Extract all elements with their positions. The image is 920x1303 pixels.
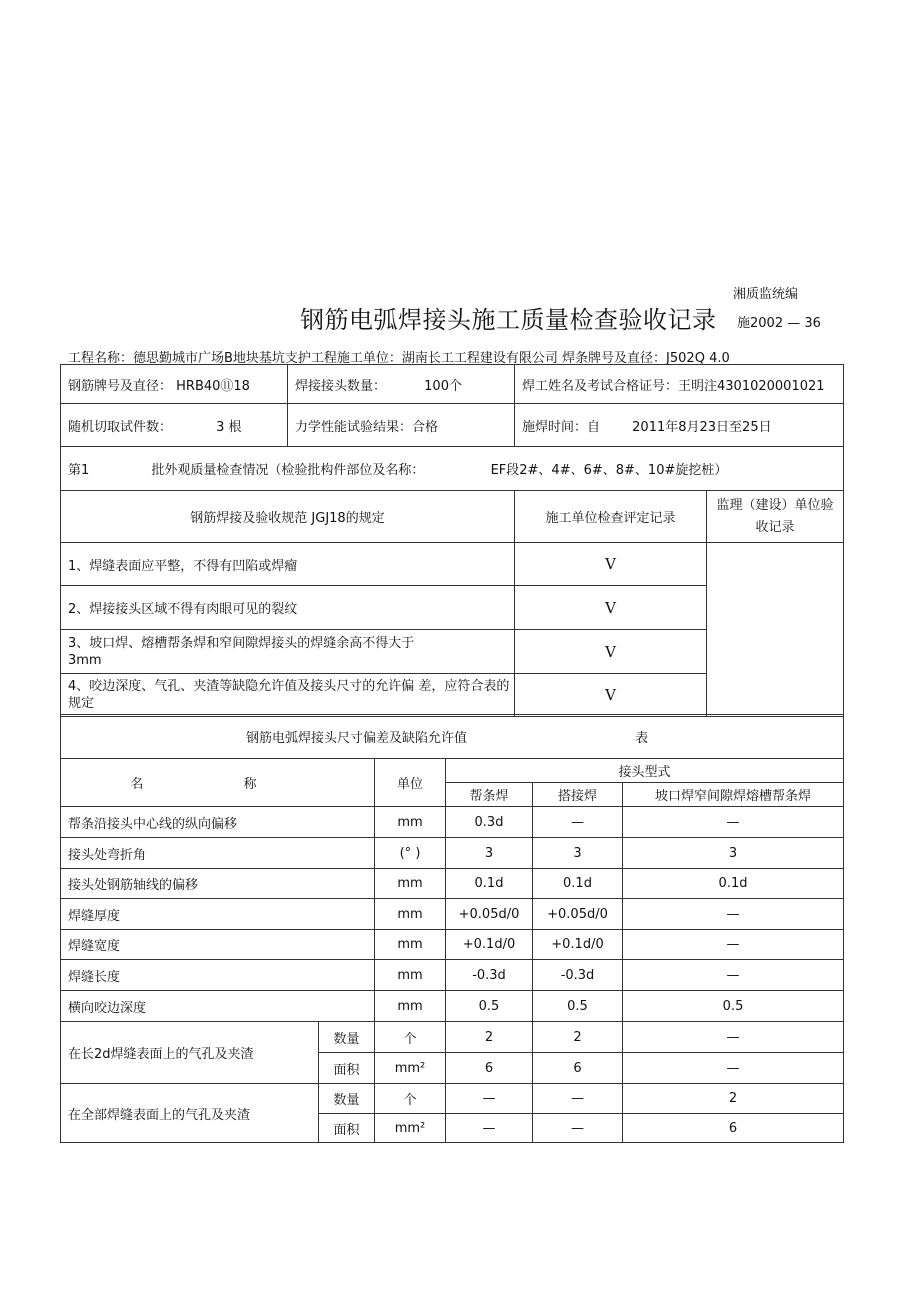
name-header: 名 称	[61, 759, 375, 807]
rebar-grade-cell: 钢筋牌号及直径： HRB40⑪18	[61, 365, 288, 404]
spec-header: 钢筋焊接及验收规范 JGJ18的规定	[61, 491, 515, 543]
row-strap: -0.3d	[446, 960, 533, 991]
row-groove: 0.5	[623, 991, 844, 1022]
row-strap: —	[446, 1114, 533, 1143]
table-row	[61, 807, 844, 838]
joint-count-cell	[288, 365, 515, 404]
samples-label: 随机切取试件数：	[68, 419, 173, 435]
supervisor-record-cell	[707, 543, 844, 717]
appearance-item-mark: V	[515, 586, 707, 630]
table-row	[61, 1022, 844, 1053]
welder-cell: 焊工姓名及考试合格证号：王明注4301020001021	[515, 365, 844, 404]
row-lap: —	[533, 1084, 623, 1114]
row-strap: 2	[446, 1022, 533, 1053]
row-strap: —	[446, 1084, 533, 1114]
form-code: 施2002 — 36	[737, 316, 821, 331]
row-unit: mm	[375, 899, 446, 930]
row-lap: 0.5	[533, 991, 623, 1022]
row-groove: 2	[623, 1084, 844, 1114]
row-strap: 3	[446, 838, 533, 869]
samples-value: 3 根	[216, 419, 242, 435]
group-name: 在全部焊缝表面上的气孔及夹渣	[61, 1084, 319, 1143]
row-strap: 6	[446, 1053, 533, 1084]
row-lap: —	[533, 1114, 623, 1143]
table-row	[61, 899, 844, 930]
row-lap: +0.1d/0	[533, 930, 623, 960]
row-lap: 2	[533, 1022, 623, 1053]
batch-label: 批外观质量检查情况（检验批构件部位及名称：	[151, 463, 425, 478]
row-groove: —	[623, 960, 844, 991]
tolerance-title: 钢筋电弧焊接头尺寸偏差及缺陷允许值	[246, 731, 468, 746]
row-unit: mm	[375, 807, 446, 838]
table-row	[61, 960, 844, 991]
joint-count-value: 100个	[424, 378, 462, 394]
organization-label: 湘质监统编	[733, 287, 799, 302]
row-name: 横向咬边深度	[61, 991, 375, 1022]
batch-prefix: 第1	[68, 463, 90, 478]
tolerance-table	[60, 714, 844, 1143]
joint-count-label: 焊接接头数量：	[295, 378, 387, 394]
row-groove: —	[623, 1022, 844, 1053]
sub-label: 数量	[319, 1084, 375, 1114]
tolerance-title-row	[61, 715, 844, 759]
lap-weld-header: 搭接焊	[533, 783, 623, 807]
tolerance-header-row	[61, 759, 844, 783]
table-row	[61, 991, 844, 1022]
weld-time-label: 施焊时间：自	[522, 419, 601, 435]
table-row	[61, 930, 844, 960]
row-lap: -0.3d	[533, 960, 623, 991]
appearance-item	[61, 543, 844, 586]
appearance-item-mark: V	[515, 543, 707, 586]
row-groove: —	[623, 899, 844, 930]
row-name: 焊缝宽度	[61, 930, 375, 960]
samples-cell	[61, 404, 288, 447]
row-lap: —	[533, 807, 623, 838]
group-name: 在长2d焊缝表面上的气孔及夹渣	[61, 1022, 319, 1084]
row-unit: mm	[375, 991, 446, 1022]
row-unit: mm²	[375, 1114, 446, 1143]
row-groove: 0.1d	[623, 869, 844, 899]
row-lap: +0.05d/0	[533, 899, 623, 930]
row-groove: 3	[623, 838, 844, 869]
row-name: 接头处弯折角	[61, 838, 375, 869]
row-strap: 0.3d	[446, 807, 533, 838]
joint-type-header: 接头型式	[446, 759, 844, 783]
row-groove: —	[623, 1053, 844, 1084]
row-groove: 6	[623, 1114, 844, 1143]
row-strap: 0.1d	[446, 869, 533, 899]
row-name: 接头处钢筋轴线的偏移	[61, 869, 375, 899]
tolerance-title-suffix: 表	[635, 731, 649, 746]
row-strap: +0.05d/0	[446, 899, 533, 930]
appearance-item-text: 4、咬边深度、气孔、夹渣等缺隐允许值及接头尺寸的允许偏 差，应符合表的规定	[61, 674, 515, 717]
row-unit: (° )	[375, 838, 446, 869]
sub-label: 数量	[319, 1022, 375, 1053]
row-lap: 0.1d	[533, 869, 623, 899]
table-row	[61, 1084, 844, 1114]
row-groove: —	[623, 807, 844, 838]
table-row	[61, 838, 844, 869]
row-name: 帮条沿接头中心线的纵向偏移	[61, 807, 375, 838]
row-unit: 个	[375, 1084, 446, 1114]
supervisor-header: 监理（建设）单位验收记录	[707, 491, 844, 543]
row-unit: mm²	[375, 1053, 446, 1084]
appearance-item-mark: V	[515, 674, 707, 717]
row-unit: mm	[375, 930, 446, 960]
inspection-table	[60, 364, 844, 717]
row-name: 焊缝厚度	[61, 899, 375, 930]
row-lap: 6	[533, 1053, 623, 1084]
appearance-header-row	[61, 491, 844, 543]
page-title: 钢筋电弧焊接头施工质量检查验收记录	[300, 306, 717, 334]
row-name: 焊缝长度	[61, 960, 375, 991]
row-lap: 3	[533, 838, 623, 869]
mech-result-cell: 力学性能试验结果：合格	[288, 404, 515, 447]
contractor-header: 施工单位检查评定记录	[515, 491, 707, 543]
appearance-item-text: 1、焊缝表面应平整，不得有凹陷或焊瘤	[61, 543, 515, 586]
basic-row-1	[61, 365, 844, 404]
row-groove: —	[623, 930, 844, 960]
appearance-item-text: 3、坡口焊、熔槽帮条焊和窄间隙焊接头的焊缝余高不得大于3mm	[61, 630, 515, 674]
batch-cell	[61, 447, 844, 491]
appearance-item-text: 2、焊接接头区域不得有肉眼可见的裂纹	[61, 586, 515, 630]
batch-location: EF段2#、4#、6#、8#、10#旋挖桩）	[490, 463, 728, 478]
batch-row	[61, 447, 844, 491]
appearance-item-mark: V	[515, 630, 707, 674]
row-strap: 0.5	[446, 991, 533, 1022]
weld-time-value: 2011年8月23日至25日	[632, 419, 772, 435]
unit-header: 单位	[375, 759, 446, 807]
groove-weld-header: 坡口焊窄间隙焊熔槽帮条焊	[623, 783, 844, 807]
sub-label: 面积	[319, 1114, 375, 1143]
table-row	[61, 869, 844, 899]
tolerance-title-cell	[61, 715, 844, 759]
row-strap: +0.1d/0	[446, 930, 533, 960]
row-unit: mm	[375, 960, 446, 991]
strap-weld-header: 帮条焊	[446, 783, 533, 807]
project-info-line: 工程名称：德思勤城市广场B地块基坑支护工程施工单位：湖南长工工程建设有限公司 焊条牌号及直径：J502Q 4.0	[68, 351, 730, 366]
sub-label: 面积	[319, 1053, 375, 1084]
basic-row-2	[61, 404, 844, 447]
row-unit: mm	[375, 869, 446, 899]
weld-time-cell	[515, 404, 844, 447]
row-unit: 个	[375, 1022, 446, 1053]
